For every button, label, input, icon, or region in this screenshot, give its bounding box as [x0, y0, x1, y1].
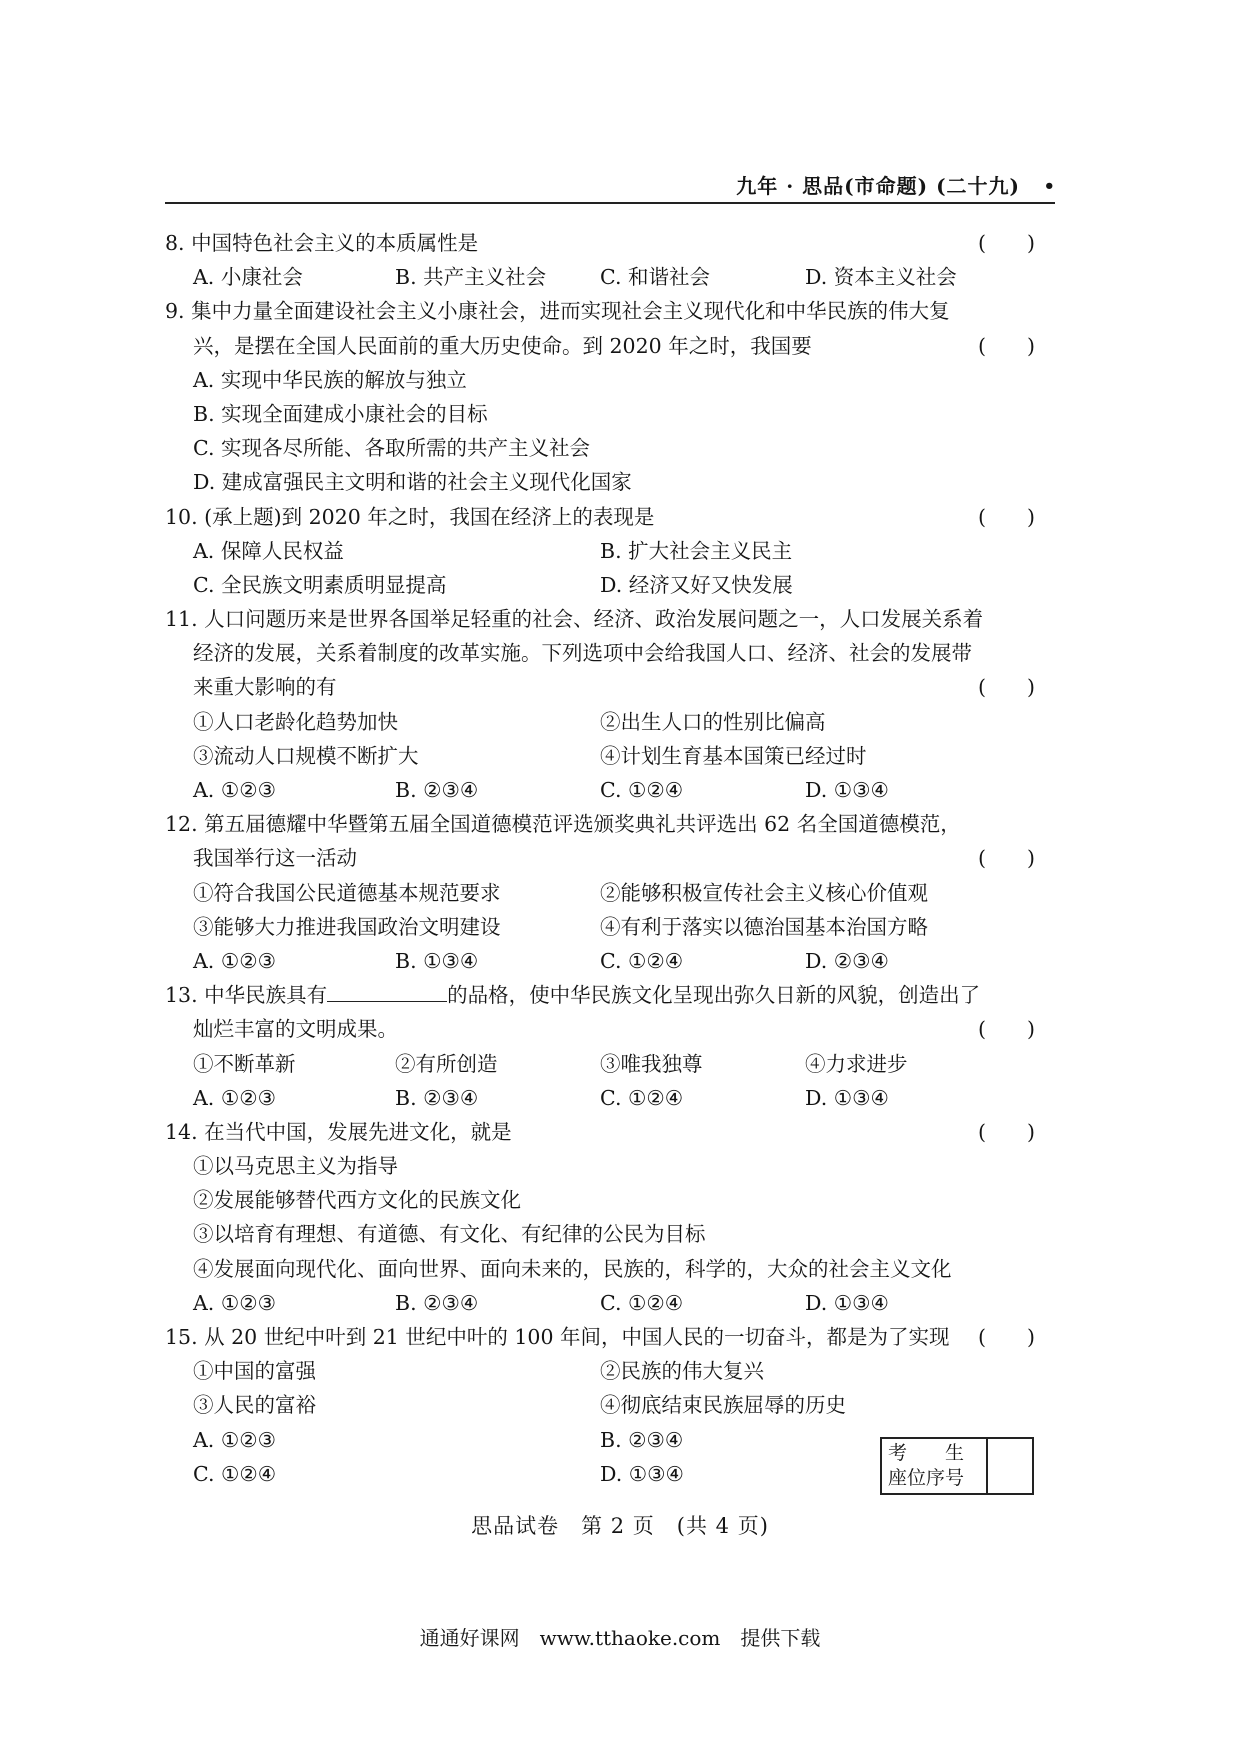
option-b: B. ②③④	[395, 778, 479, 802]
option-c: C. ①②④	[600, 1085, 684, 1110]
option-d: D. ①③④	[805, 1085, 889, 1110]
question-12-options	[165, 944, 1035, 978]
question-list	[165, 226, 1035, 1491]
option-c: C. 全民族文明素质明显提高	[193, 572, 447, 597]
question-10-options-row2	[165, 568, 1035, 602]
question-13-items	[165, 1047, 1035, 1081]
statement-item: ④发展面向现代化、面向世界、面向未来的，民族的，科学的，大众的社会主义文化	[193, 1256, 952, 1281]
answer-bracket: ( )	[978, 333, 1035, 358]
question-11-options	[165, 773, 1035, 807]
question-11-stem-end	[165, 670, 1035, 704]
option-c: C. 实现各尽所能、各取所需的共产主义社会	[193, 436, 590, 461]
seat-number-box	[880, 1437, 1034, 1495]
answer-bracket: ( )	[978, 846, 1035, 871]
seat-number-label	[882, 1439, 988, 1493]
question-9-stem-cont	[165, 329, 1035, 363]
question-12-stem-cont	[165, 841, 1035, 875]
page-header	[165, 168, 1055, 204]
option-d: D. ①③④	[600, 1461, 684, 1486]
question-stem: 8. 中国特色社会主义的本质属性是	[165, 231, 479, 255]
statement-item: ①中国的富强	[193, 1359, 316, 1384]
question-stem: 12. 第五届德耀中华暨第五届全国道德模范评选颁奖典礼共评选出 62 名全国道德模范，	[165, 812, 961, 837]
question-stem: 兴，是摆在全国人民面前的重大历史使命。到 2020 年之时，我国要	[193, 333, 812, 358]
question-10-options-row1	[165, 534, 1035, 568]
option-a: A. ①②③	[193, 778, 276, 802]
option-b: B. 扩大社会主义民主	[600, 538, 793, 563]
answer-bracket: ( )	[978, 1325, 1035, 1349]
question-9-stem	[165, 294, 1035, 328]
fill-in-blank	[327, 979, 447, 1002]
option-b: B. ②③④	[395, 1085, 479, 1110]
question-stem: 15. 从 20 世纪中叶到 21 世纪中叶的 100 年间，中国人民的一切奋斗，都是为了实现	[165, 1325, 950, 1349]
question-11-items-row2	[165, 739, 1035, 773]
option-b: B. 实现全面建成小康社会的目标	[193, 401, 488, 426]
seat-label-line2: 座位序号	[888, 1467, 965, 1489]
answer-bracket: ( )	[978, 675, 1035, 700]
option-a: A. ①②③	[193, 948, 276, 973]
option-d: D. 资本主义社会	[805, 265, 957, 290]
statement-item: ③流动人口规模不断扩大	[193, 743, 419, 768]
question-14-options	[165, 1286, 1035, 1320]
question-14-stem	[165, 1115, 1035, 1149]
statement-item: ②有所创造	[395, 1051, 498, 1076]
header-dot: •	[1043, 176, 1055, 197]
question-stem: 13. 中华民族具有	[165, 983, 328, 1008]
option-d: D. 经济又好又快发展	[600, 572, 793, 597]
seat-number-field[interactable]	[988, 1439, 1032, 1493]
answer-bracket: ( )	[978, 504, 1035, 529]
question-stem: 来重大影响的有	[193, 675, 337, 700]
statement-item: ④计划生育基本国策已经过时	[600, 743, 867, 768]
statement-item: ④彻底结束民族屈辱的历史	[600, 1393, 846, 1418]
question-13-stem	[165, 978, 1035, 1012]
statement-item: ①以马克思主义为指导	[193, 1154, 398, 1179]
option-c: C. ①②④	[600, 778, 684, 802]
statement-item: ④有利于落实以德治国基本治国方略	[600, 914, 928, 939]
question-stem: 我国举行这一活动	[193, 846, 357, 871]
option-b: B. ②③④	[600, 1427, 684, 1452]
option-b: B. ①③④	[395, 948, 479, 973]
option-c: C. ①②④	[600, 948, 684, 973]
page-footer: 思品试卷 第 2 页 (共 4 页)	[471, 1514, 769, 1538]
question-stem: 的品格，使中华民族文化呈现出弥久日新的风貌，创造出了	[447, 983, 981, 1008]
question-stem: 10. (承上题)到 2020 年之时，我国在经济上的表现是	[165, 504, 655, 529]
question-15-items-row1	[165, 1354, 1035, 1388]
seat-label-line1: 考 生	[888, 1442, 965, 1464]
option-a: A. 小康社会	[193, 265, 303, 290]
statement-item: ①符合我国公民道德基本规范要求	[193, 880, 501, 905]
question-12-items-row2	[165, 910, 1035, 944]
statement-item: ②出生人口的性别比偏高	[600, 709, 826, 734]
question-11-items-row1	[165, 705, 1035, 739]
statement-item: ③人民的富裕	[193, 1393, 316, 1418]
option-b: B. ②③④	[395, 1290, 479, 1315]
option-d: D. 建成富强民主文明和谐的社会主义现代化国家	[193, 470, 632, 495]
question-13-stem-cont	[165, 1012, 1035, 1046]
statement-item: ④力求进步	[805, 1051, 908, 1076]
option-a: A. 实现中华民族的解放与独立	[193, 367, 467, 392]
question-8-options	[165, 260, 1035, 294]
statement-item: ③唯我独尊	[600, 1051, 703, 1076]
option-a: A. ①②③	[193, 1290, 276, 1315]
option-d: D. ②③④	[805, 948, 889, 973]
question-11-stem	[165, 602, 1035, 636]
answer-bracket: ( )	[978, 1119, 1035, 1144]
question-stem: 灿烂丰富的文明成果。	[193, 1017, 398, 1042]
answer-bracket: ( )	[978, 231, 1035, 255]
question-8-stem	[165, 226, 1035, 260]
statement-item: ③以培育有理想、有道德、有文化、有纪律的公民为目标	[193, 1222, 706, 1247]
question-15-stem	[165, 1320, 1035, 1354]
statement-item: ②民族的伟大复兴	[600, 1359, 764, 1384]
answer-bracket: ( )	[978, 1017, 1035, 1042]
question-15-items-row2	[165, 1388, 1035, 1422]
option-d: D. ①③④	[805, 778, 889, 802]
option-a: A. 保障人民权益	[193, 538, 344, 563]
option-b: B. 共产主义社会	[395, 265, 547, 290]
question-10-stem	[165, 500, 1035, 534]
question-13-options	[165, 1081, 1035, 1115]
question-12-stem	[165, 807, 1035, 841]
statement-item: ③能够大力推进我国政治文明建设	[193, 914, 501, 939]
option-a: A. ①②③	[193, 1085, 276, 1110]
statement-item: ①不断革新	[193, 1051, 296, 1076]
option-c: C. ①②④	[600, 1290, 684, 1315]
site-watermark: 通通好课网 www.tthaoke.com 提供下载	[419, 1626, 821, 1650]
option-c: C. 和谐社会	[600, 265, 710, 290]
question-12-items-row1	[165, 876, 1035, 910]
question-stem: 14. 在当代中国，发展先进文化，就是	[165, 1119, 512, 1144]
statement-item: ②发展能够替代西方文化的民族文化	[193, 1188, 521, 1213]
question-stem: 11. 人口问题历来是世界各国举足轻重的社会、经济、政治发展问题之一，人口发展关系着	[165, 607, 984, 632]
question-stem: 9. 集中力量全面建设社会主义小康社会，进而实现社会主义现代化和中华民族的伟大复	[165, 299, 950, 324]
header-title: 九年 · 思品(市命题) (二十九)	[736, 174, 1020, 198]
statement-item: ②能够积极宣传社会主义核心价值观	[600, 880, 928, 905]
question-11-stem-cont: 经济的发展，关系着制度的改革实施。下列选项中会给我国人口、经济、社会的发展带	[193, 641, 972, 666]
option-d: D. ①③④	[805, 1290, 889, 1315]
statement-item: ①人口老龄化趋势加快	[193, 709, 398, 734]
option-a: A. ①②③	[193, 1427, 276, 1452]
option-c: C. ①②④	[193, 1461, 277, 1486]
